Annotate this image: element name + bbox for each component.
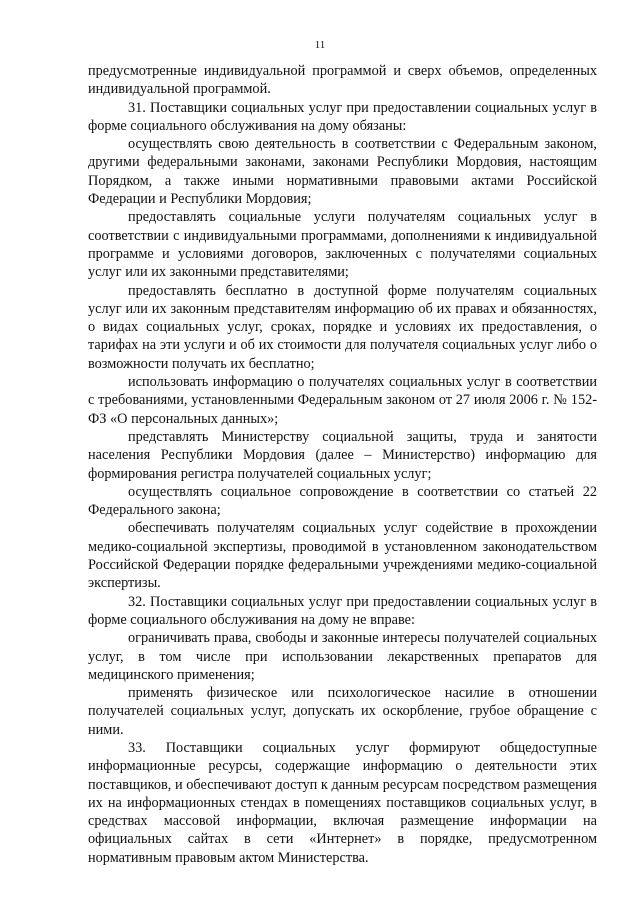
- paragraph-item: осуществлять социальное сопровождение в соответствии со статьей 22 Федерального закона;: [88, 483, 597, 519]
- paragraph-item: ограничивать права, свободы и законные интересы получателей социальных услуг, в том числе при использовании лекарственных препаратов для медицинского применения;: [88, 630, 597, 683]
- page-number: 11: [314, 39, 326, 51]
- paragraph-continuation: предусмотренные индивидуальной программой и сверх объемов, определенных индивидуальной программой.: [88, 63, 597, 98]
- paragraph-item: обеспечивать получателям социальных услуг содействие в прохождении медико-социальной экспертизы, проводимой в установленном законодательством Российской Федерации порядке федеральными учреждениями медико-социальной экспертизы.: [88, 520, 597, 592]
- paragraph-item: предоставлять бесплатно в доступной форме получателям социальных услуг или их законным представителям информацию об их правах и обязанностях, о видах социальных услуг, сроках, порядке и условиях их предоставления, о тарифах на эти услуги и об их стоимости для получателя социальных услуг либо о возможности получать их бесплатно;: [88, 282, 597, 372]
- paragraph-clause-32: 32. Поставщики социальных услуг при предоставлении социальных услуг в форме социального обслуживания на дому не вправе:: [88, 593, 597, 628]
- paragraph-item: представлять Министерству социальной защиты, труда и занятости населения Республики Мордовия (далее – Министерство) информацию для формирования регистра получателей социальных услуг;: [88, 428, 597, 482]
- paragraph-clause-33: 33. Поставщики социальных услуг формируют общедоступные информационные ресурсы, содержащие информацию о деятельности этих поставщиков, и обеспечивают доступ к данным ресурсам посредством размещения их на информационных стендах в помещениях поставщиков социальных услуг, в средствах массовой информации, включая размещение информации на официальных сайтах в сети «Интернет» в порядке, предусмотренном нормативным правовым актом Министерства.: [88, 739, 597, 866]
- paragraph-item: применять физическое или психологическое насилие в отношении получателей социальных услуг, допускать их оскорбление, грубое обращение с ними.: [88, 685, 597, 738]
- paragraph-clause-31: 31. Поставщики социальных услуг при предоставлении социальных услуг в форме социального обслуживания на дому обязаны:: [88, 99, 597, 134]
- paragraph-item: осуществлять свою деятельность в соответствии с Федеральным законом, другими федеральными законами, законами Республики Мордовия, настоящим Порядком, а также иными нормативными правовыми актами Российской Федерации и Республики Мордовия;: [88, 136, 597, 208]
- paragraph-item: предоставлять социальные услуги получателям социальных услуг в соответствии с индивидуальными программами, дополнениями к индивидуальной программе и условиями договоров, заключенных с получателями социальных услуг или их законными представителями;: [88, 209, 597, 281]
- paragraph-item: использовать информацию о получателях социальных услуг в соответствии с требованиями, установленными Федеральным законом от 27 июля 2006 г. № 152-ФЗ «О персональных данных»;: [88, 374, 597, 427]
- document-body: [88, 62, 597, 867]
